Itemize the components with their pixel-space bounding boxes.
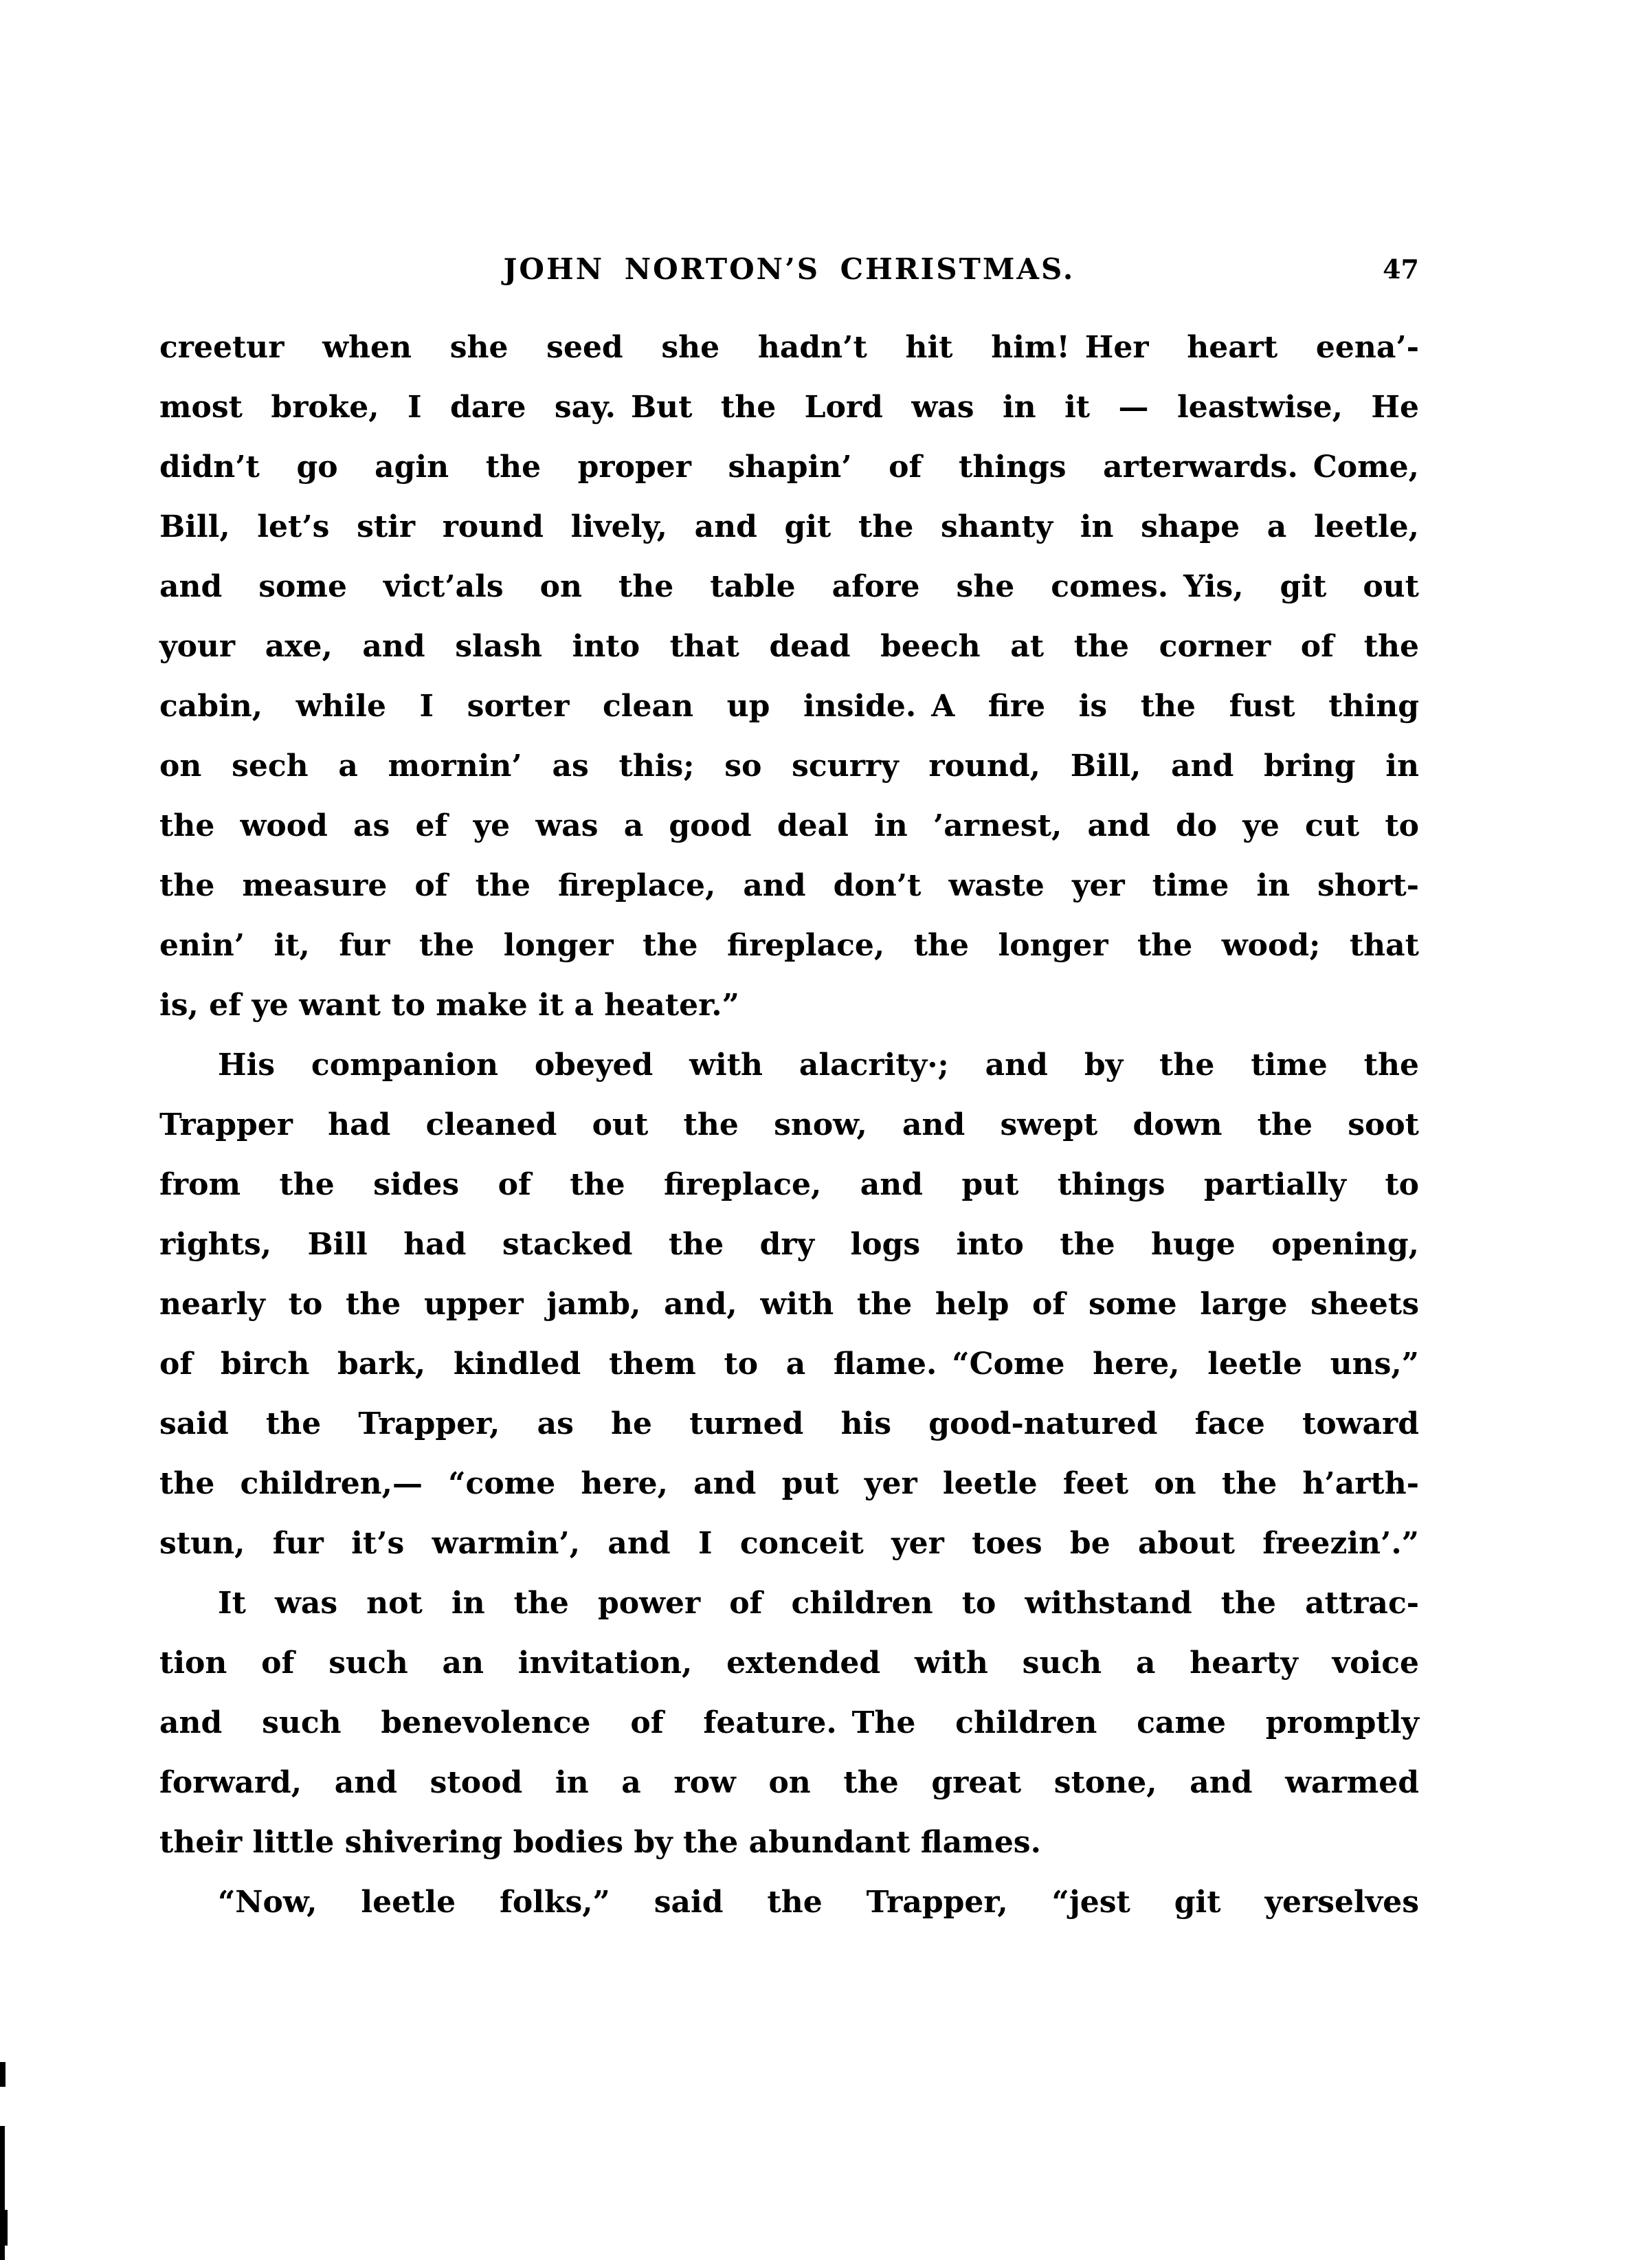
text-line: forward, and stood in a row on the great stone, and warmed [159,1765,1419,1800]
text-line: tion of such an invitation, extended with such a hearty voice [159,1646,1419,1681]
text-line: and some vict’als on the table afore she comes. Yis, git out [159,569,1419,604]
text-line: creetur when she seed she hadn’t hit him! Her heart eena’- [159,330,1419,365]
text-line: Bill, let’s stir round lively, and git the shanty in shape a leetle, [159,509,1419,544]
text-line: from the sides of the fireplace, and put things partially to [159,1167,1419,1202]
text-line: of birch bark, kindled them to a flame. “Come here, leetle uns,” [159,1347,1419,1382]
scan-artifact [0,2210,8,2246]
text-line: your axe, and slash into that dead beech at the corner of the [159,629,1419,664]
text-line: the wood as ef ye was a good deal in ’arnest, and do ye cut to [159,808,1419,843]
text-line: said the Trapper, as he turned his good-natured face toward [159,1406,1419,1441]
text-line: the children,— “come here, and put yer leetle feet on the h’arth- [159,1466,1419,1501]
text-line: nearly to the upper jamb, and, with the help of some large sheets [159,1287,1419,1322]
text-line: rights, Bill had stacked the dry logs into the huge opening, [159,1227,1419,1262]
text-line: didn’t go agin the proper shapin’ of things arterwards. Come, [159,450,1419,485]
running-title: JOHN NORTON’S CHRISTMAS. [503,252,1075,286]
page-number: 47 [1383,254,1419,285]
text-line: stun, fur it’s warmin’, and I conceit yer toes be about freezin’.” [159,1526,1419,1561]
page-header [159,249,1419,297]
text-line: cabin, while I sorter clean up inside. A fire is the fust thing [159,689,1419,724]
body-text [159,318,1419,1932]
text-line: on sech a mornin’ as this; so scurry round, Bill, and bring in [159,749,1419,784]
text-line: His companion obeyed with alacrity·; and by the time the [218,1048,1419,1083]
text-line: their little shivering bodies by the abundant flames. [159,1825,1041,1860]
text-line: and such benevolence of feature. The children came promptly [159,1705,1419,1740]
text-line: “Now, leetle folks,” said the Trapper, “jest git yerselves [218,1885,1419,1920]
text-line: most broke, I dare say. But the Lord was in it — leastwise, He [159,390,1419,425]
text-line: is, ef ye want to make it a heater.” [159,988,739,1023]
text-line: Trapper had cleaned out the snow, and swept down the soot [159,1107,1419,1142]
text-line: enin’ it, fur the longer the fireplace, the longer the wood; that [159,928,1419,963]
scan-artifact [0,2062,5,2087]
text-line: the measure of the fireplace, and don’t waste yer time in short- [159,868,1419,903]
text-line: It was not in the power of children to withstand the attrac- [218,1586,1419,1621]
